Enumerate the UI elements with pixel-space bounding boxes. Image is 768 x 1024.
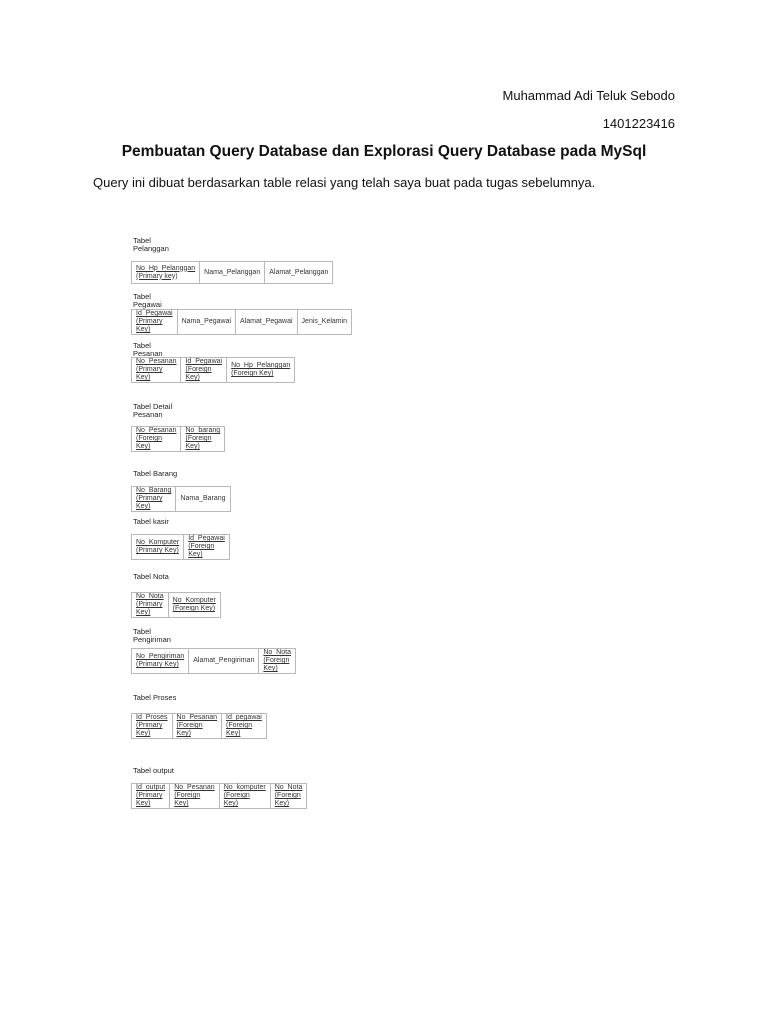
table-cell: No_Barang (Primary Key) bbox=[132, 487, 176, 512]
table-cell: No_Pesanan (Foreign Key) bbox=[172, 714, 221, 739]
table-cell: No_Nota (Primary Key) bbox=[132, 593, 169, 618]
table-cell: Id_Pegawai (Primary Key) bbox=[132, 310, 178, 335]
relation-table bbox=[131, 783, 307, 809]
author-name: Muhammad Adi Teluk Sebodo bbox=[502, 88, 675, 103]
relation-table bbox=[131, 592, 221, 618]
table-cell: No_Pesanan (Primary Key) bbox=[132, 358, 181, 383]
table-label: Tabel kasir bbox=[133, 517, 169, 526]
relation-table bbox=[131, 713, 267, 739]
relation-table bbox=[131, 648, 296, 674]
table-label: Tabel Detail Pesanan bbox=[133, 402, 173, 419]
table-cell: Jenis_Kelamin bbox=[297, 310, 352, 335]
relation-table bbox=[131, 309, 352, 335]
table-label: Tabel Barang bbox=[133, 469, 178, 478]
table-cell: No_Nota (Foreign Key) bbox=[259, 649, 296, 674]
intro-paragraph: Query ini dibuat berdasarkan table relasi yang telah saya buat pada tugas sebelumnya. bbox=[93, 175, 596, 190]
table-cell: No_Pesanan (Foreign Key) bbox=[132, 427, 181, 452]
table-cell: Alamat_Pengiriman bbox=[189, 649, 259, 674]
table-cell: Alamat_Pegawai bbox=[236, 310, 298, 335]
table-label: Tabel Pesanan bbox=[133, 341, 163, 358]
table-cell: Id_pegawai (Foreign Key) bbox=[222, 714, 267, 739]
table-cell: No_Hp_Pelanggan (Foreign Key) bbox=[227, 358, 295, 383]
student-id: 1401223416 bbox=[602, 116, 675, 131]
table-label: Tabel Pengiriman bbox=[133, 627, 171, 644]
table-cell: Nama_Pelanggan bbox=[200, 262, 265, 284]
table-cell: Id_Pegawai (Foreign Key) bbox=[181, 358, 227, 383]
table-cell: No_Komputer (Foreign Key) bbox=[168, 593, 220, 618]
relation-table bbox=[131, 357, 295, 383]
table-label: Tabel Pelanggan bbox=[133, 236, 169, 253]
table-cell: No_Komputer (Primary Key) bbox=[132, 535, 184, 560]
document-title: Pembuatan Query Database dan Explorasi Query Database pada MySql bbox=[121, 143, 647, 160]
table-cell: Nama_Pegawai bbox=[177, 310, 235, 335]
table-cell: Alamat_Pelanggan bbox=[265, 262, 333, 284]
relation-table bbox=[131, 486, 231, 512]
relation-table bbox=[131, 426, 225, 452]
table-cell: No_Pengiriman (Primary Key) bbox=[132, 649, 189, 674]
table-cell: No_komputer (Foreign Key) bbox=[219, 784, 270, 809]
table-cell: Nama_Barang bbox=[176, 487, 230, 512]
table-cell: No_Nota (Foreign Key) bbox=[270, 784, 307, 809]
table-label: Tabel Pegawai bbox=[133, 292, 162, 309]
relation-table bbox=[131, 534, 230, 560]
table-cell: No_Pesanan (Foreign Key) bbox=[170, 784, 219, 809]
table-cell: No_Hp_Pelanggan (Primary key) bbox=[132, 262, 200, 284]
table-label: Tabel output bbox=[133, 766, 174, 775]
table-cell: No_barang (Foreign Key) bbox=[181, 427, 225, 452]
table-cell: Id_Pegawai (Foreign Key) bbox=[184, 535, 230, 560]
relation-table bbox=[131, 261, 333, 284]
table-label: Tabel Nota bbox=[133, 572, 169, 581]
table-cell: Id_output (Primary Key) bbox=[132, 784, 170, 809]
table-cell: Id_Proses (Primary Key) bbox=[132, 714, 173, 739]
table-label: Tabel Proses bbox=[133, 693, 177, 702]
